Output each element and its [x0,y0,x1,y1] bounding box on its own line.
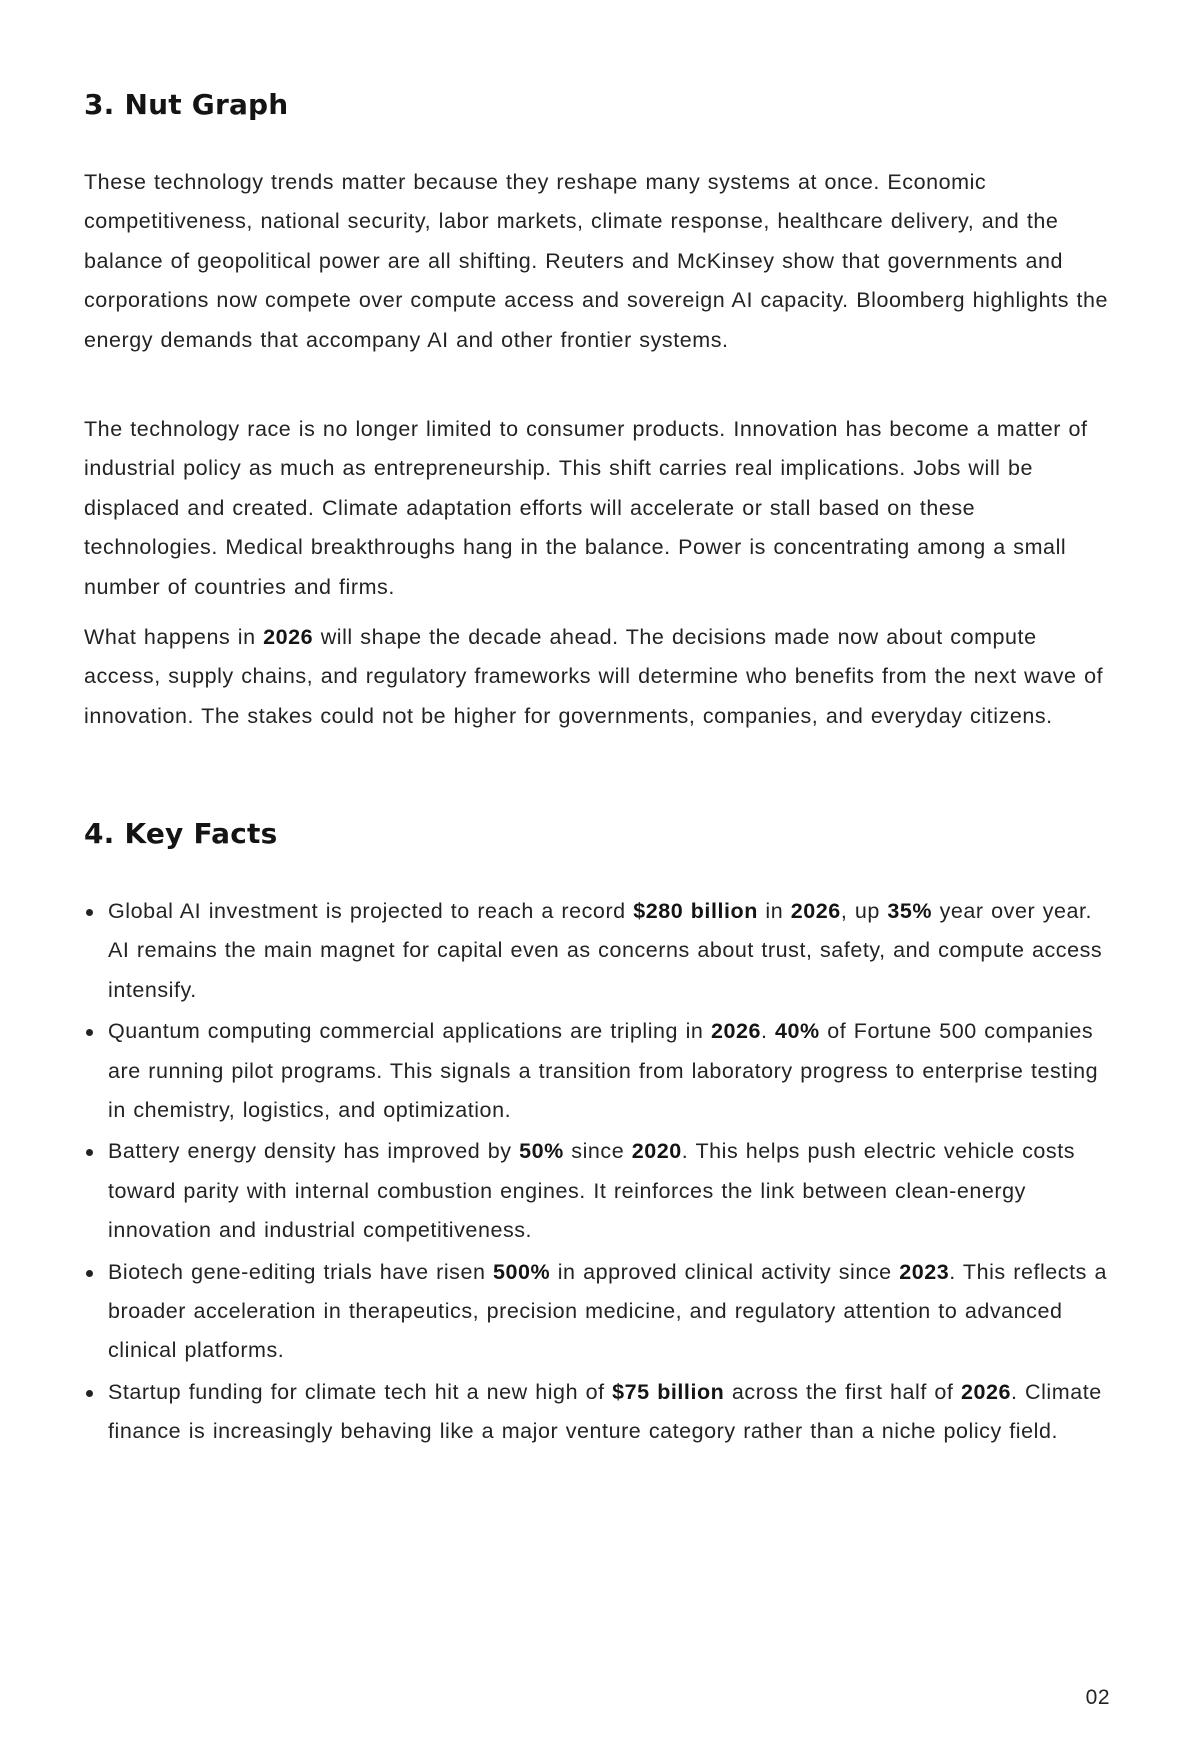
page-number: 02 [1085,1686,1110,1709]
bold-figure: 2020 [631,1139,682,1164]
bold-figure: $280 billion [633,899,758,923]
text-run: of Fortune 500 companies are running pilot programs. This signals a transition from laboratory progress to enterprise testing in chemistry, logistics, and optimization. [108,1019,1099,1123]
bold-figure: 35% [887,899,933,923]
bold-year: 2026 [263,625,314,649]
text-run: will shape the decade ahead. The decisions made now about compute access, supply chains, and regulatory frameworks will determine who benefits from the next wave of innovation. The stakes could not be higher for governments, companies, and everyday citizens. [84,625,1104,728]
section-heading-key-facts: 4. Key Facts [84,817,278,850]
text-run: Battery energy density has improved by [108,1139,520,1164]
text-run: year over year. AI remains the main magnet for capital even as concerns about trust, safety, and compute access intensify. [108,899,1103,1002]
text-run: Startup funding for climate tech hit a new high of [108,1379,613,1404]
text-run: What happens in [84,625,264,649]
key-fact-item [84,1012,1110,1130]
key-fact-item [84,1132,1110,1250]
text-run: . [760,1019,776,1044]
bold-figure: 2026 [790,899,841,923]
text-run: in [757,899,791,923]
nut-graph-paragraph-2: The technology race is no longer limited to consumer products. Innovation has become a matter of industrial policy as much as entrepreneurship. This shift carries real implications. Jobs will be displaced and created. Climate adaptation efforts will accelerate or stall based on these technologies. Medical breakthroughs hang in the balance. Power is concentrating among a small number of countries and firms. [84,417,1088,599]
text-run: since [563,1139,632,1164]
section-heading-nut-graph: 3. Nut Graph [84,88,289,121]
bold-figure: 2026 [710,1019,761,1044]
bold-figure: $75 billion [612,1379,725,1404]
bold-figure: 50% [519,1139,564,1164]
text-run: Quantum computing commercial applications are tripling in [108,1019,711,1044]
nut-graph-paragraph-3 [84,618,1110,736]
key-fact-item [84,1253,1110,1371]
text-run: . This reflects a broader acceleration in therapeutics, precision medicine, and regulatory attention to advanced clinical platforms. [108,1259,1107,1363]
text-run: , up [840,899,888,923]
key-fact-item [84,1373,1110,1452]
text-run: across the first half of [724,1379,961,1404]
text-run: Biotech gene-editing trials have risen [108,1259,493,1284]
bold-figure: 500% [493,1259,551,1284]
bold-figure: 2026 [960,1379,1011,1404]
bold-figure: 40% [775,1019,820,1044]
text-run: . This helps push electric vehicle costs toward parity with internal combustion engines. It reinforces the link between clean-energy innovation and industrial competitiveness. [108,1139,1076,1243]
text-run: . Climate finance is increasingly behaving like a major venture category rather than a niche policy field. [108,1379,1102,1444]
nut-graph-paragraph-1: These technology trends matter because they reshape many systems at once. Economic competitiveness, national security, labor markets, climate response, healthcare delivery, and the balance of geopolitical power are all shifting. Reuters and McKinsey show that governments and corporations now compete over compute access and sovereign AI capacity. Bloomberg highlights the energy demands that accompany AI and other frontier systems. [84,170,1109,352]
bold-figure: 2023 [899,1259,950,1284]
key-facts-list [84,892,1110,1454]
key-fact-item [84,892,1110,1010]
text-run: Global AI investment is projected to reach a record [108,899,634,923]
text-run: in approved clinical activity since [550,1259,900,1284]
